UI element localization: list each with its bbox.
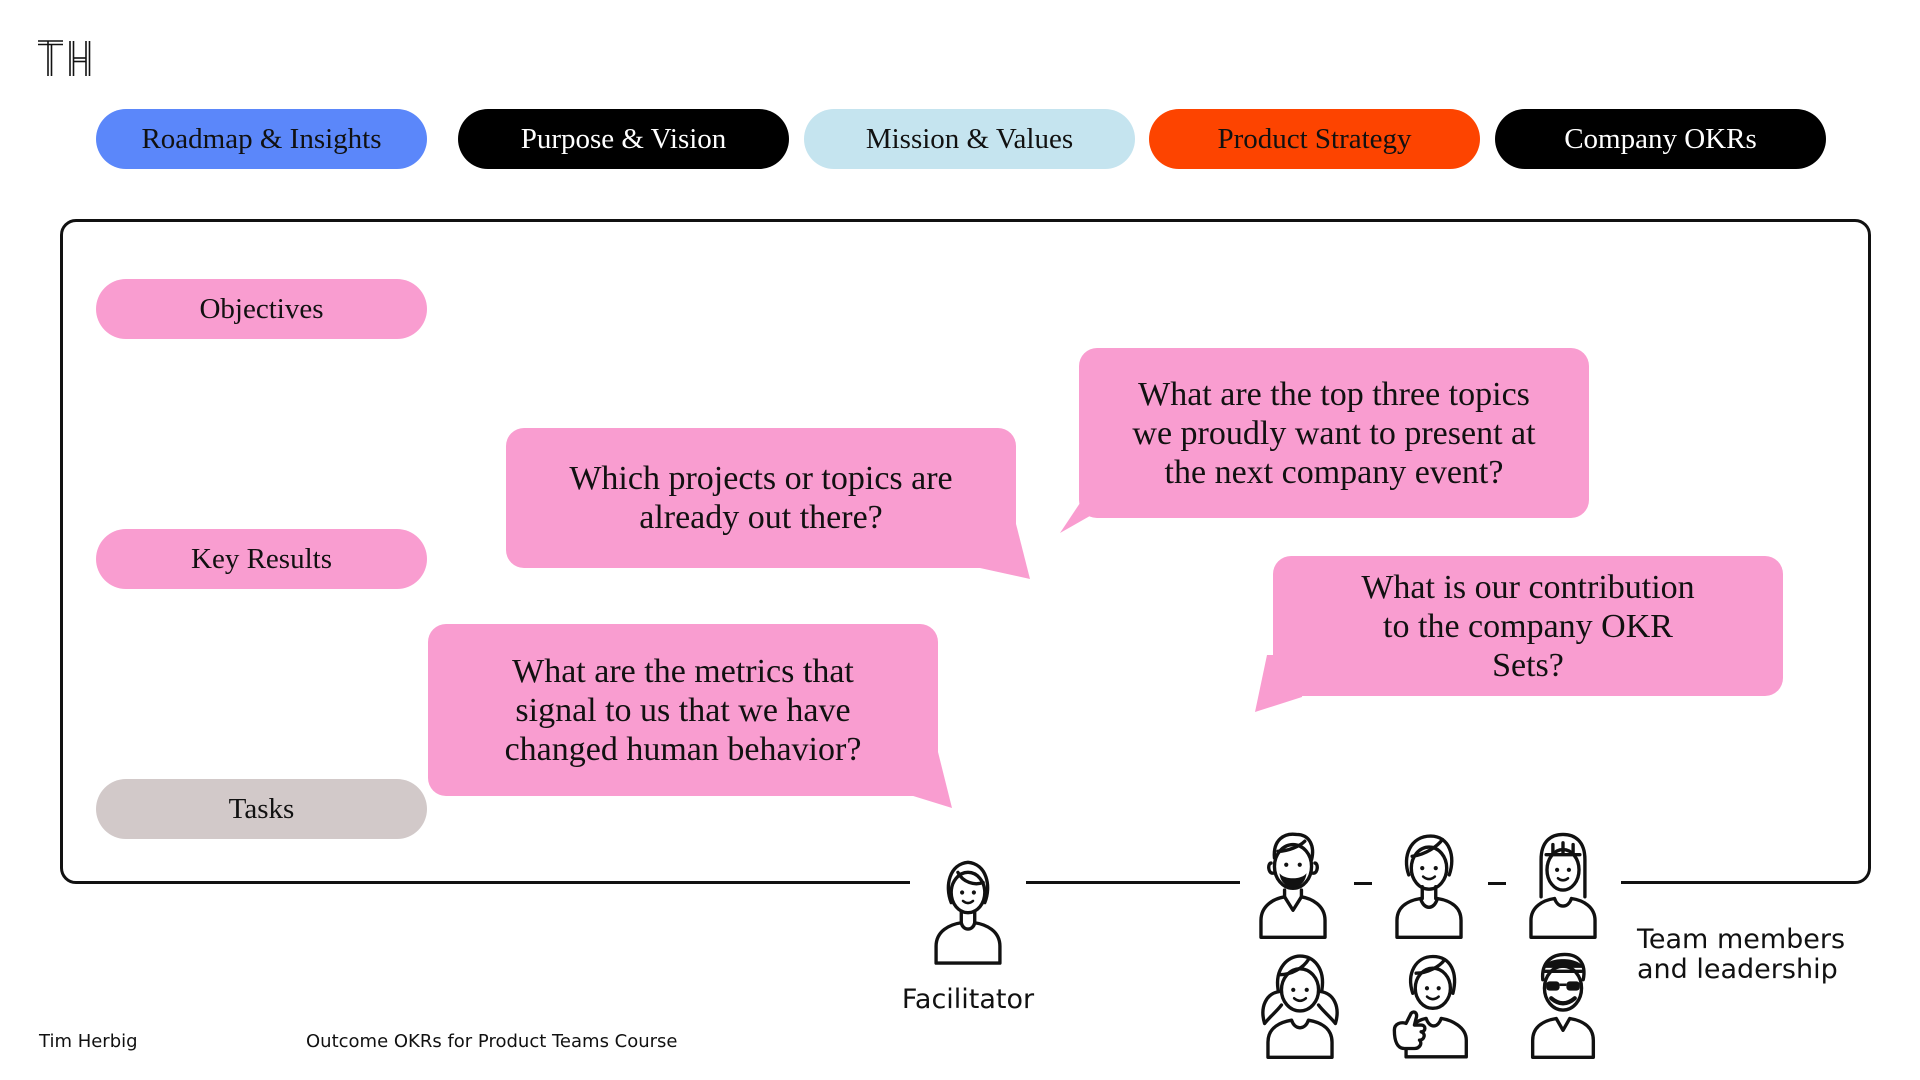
pill-mission-values (804, 109, 1135, 169)
bubble-text: What are the metrics that signal to us that we have changed human behavior? (504, 652, 862, 768)
man-glasses-icon (1518, 946, 1608, 1064)
footer-course: Outcome OKRs for Product Teams Course (306, 1031, 678, 1052)
pill-purpose-vision (458, 109, 789, 169)
bubble-projects (506, 428, 1016, 568)
pill-label: Roadmap & Insights (141, 122, 382, 155)
team-dash-1 (1354, 882, 1372, 885)
facilitator-icon (926, 852, 1010, 970)
pill-label: Objectives (199, 292, 324, 325)
bubble-text: Which projects or topics are already out there? (569, 460, 953, 536)
facilitator-label: Facilitator (901, 984, 1035, 1015)
pill-label: Mission & Values (865, 122, 1074, 155)
person-thumbs-up-icon (1386, 946, 1478, 1064)
pill-label: Company OKRs (1564, 122, 1757, 155)
pill-label: Tasks (228, 792, 295, 825)
pill-product-strategy (1149, 109, 1480, 169)
man-beard-icon (1250, 826, 1336, 944)
pill-label: Key Results (191, 542, 332, 575)
woman-icon (1386, 826, 1472, 944)
pill-roadmap-insights (96, 109, 427, 169)
bubble-top-topics (1079, 348, 1589, 518)
pill-label: Purpose & Vision (520, 122, 727, 155)
bubble-contribution (1273, 556, 1783, 696)
woman-bangs-icon (1520, 826, 1606, 944)
bubble-metrics (428, 624, 938, 796)
pill-key-results (96, 529, 427, 589)
pill-objectives (96, 279, 427, 339)
team-label: Team members and leadership (1637, 924, 1846, 985)
pill-tasks (96, 779, 427, 839)
team-dash-2 (1488, 882, 1506, 885)
girl-pigtails-icon (1248, 946, 1352, 1064)
pill-label: Product Strategy (1217, 122, 1412, 155)
bubble-text: What are the top three topics we proudly want to present at the next company event? (1132, 375, 1536, 491)
footer-author: Tim Herbig (39, 1031, 138, 1052)
pill-company-okrs (1495, 109, 1826, 169)
th-logo-icon (37, 38, 93, 78)
bubble-text: What is our contribution to the company OKR Sets? (1361, 568, 1695, 684)
